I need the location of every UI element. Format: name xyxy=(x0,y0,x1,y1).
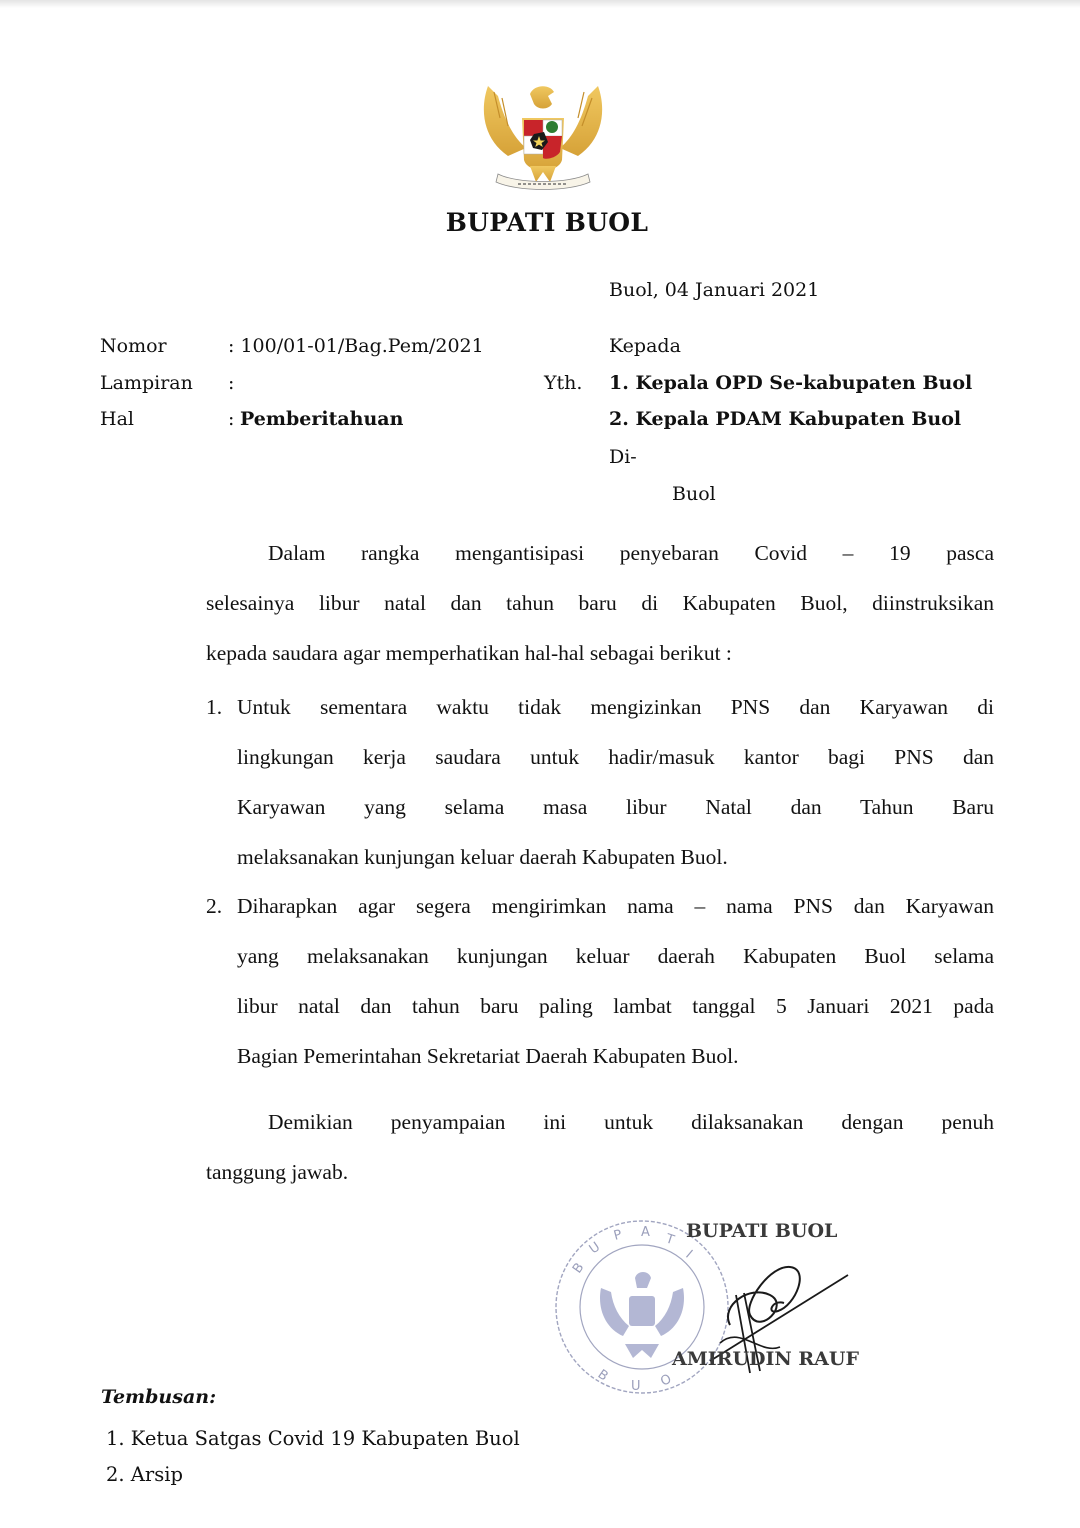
point-line: libur natal dan tahun baru paling lambat tanggal 5 Januari 2021 pada xyxy=(237,994,994,1018)
point-number: 1. xyxy=(206,695,223,719)
recipient-item: 1. Kepala OPD Se-kabupaten Buol xyxy=(609,372,973,394)
nomor-value: : 100/01-01/Bag.Pem/2021 xyxy=(228,335,484,357)
letter-date: Buol, 04 Januari 2021 xyxy=(609,279,820,301)
intro-line: Dalam rangka mengantisipasi penyebaran Covid – 19 pasca xyxy=(268,541,994,565)
svg-text:B: B xyxy=(569,1260,588,1277)
lampiran-value: : xyxy=(228,372,235,394)
point-line: Diharapkan agar segera mengirimkan nama – nama PNS dan Karyawan xyxy=(237,894,994,918)
point-line: yang melaksanakan kunjungan keluar daerah Kabupaten Buol selama xyxy=(237,944,994,968)
tembusan-title: Tembusan: xyxy=(101,1386,217,1408)
point-line: melaksanakan kunjungan keluar daerah Kabupaten Buol. xyxy=(237,845,728,869)
hal-label: Hal xyxy=(100,408,134,430)
lampiran-label: Lampiran xyxy=(100,372,193,394)
point-number: 2. xyxy=(206,894,223,918)
di-label: Di- xyxy=(609,446,637,468)
svg-text:O: O xyxy=(658,1371,674,1390)
recipient-place: Buol xyxy=(672,483,716,505)
page-top-shadow xyxy=(0,0,1080,8)
closing-line: Demikian penyampaian ini untuk dilaksanakan dengan penuh xyxy=(268,1110,994,1134)
point-line: Karyawan yang selama masa libur Natal dan Tahun Baru xyxy=(237,795,994,819)
intro-line: selesainya libur natal dan tahun baru di Kabupaten Buol, diinstruksikan xyxy=(206,591,994,615)
svg-text:U: U xyxy=(586,1239,604,1258)
svg-text:T: T xyxy=(663,1231,676,1249)
hal-value: Pemberitahuan xyxy=(240,408,404,430)
tembusan-item: 1. Ketua Satgas Covid 19 Kabupaten Buol xyxy=(106,1427,520,1450)
recipient-item: 2. Kepala PDAM Kabupaten Buol xyxy=(609,408,962,430)
svg-text:B: B xyxy=(594,1366,611,1385)
closing-paragraph xyxy=(206,1097,994,1197)
closing-line: tanggung jawab. xyxy=(206,1160,349,1184)
yth-label: Yth. xyxy=(544,372,583,394)
intro-paragraph xyxy=(206,528,994,678)
intro-line: kepada saudara agar memperhatikan hal-hal sebagai berikut : xyxy=(206,641,732,665)
tembusan-item: 2. Arsip xyxy=(106,1463,183,1486)
svg-text:P: P xyxy=(612,1227,624,1244)
point-line: Untuk sementara waktu tidak mengizinkan PNS dan Karyawan di xyxy=(237,695,994,719)
svg-text:I: I xyxy=(682,1247,696,1262)
kepada-label: Kepada xyxy=(609,335,681,357)
hal-colon: : xyxy=(228,408,235,430)
nomor-label: Nomor xyxy=(100,335,167,357)
svg-text:U: U xyxy=(631,1379,641,1394)
point-line: Bagian Pemerintahan Sekretariat Daerah Kabupaten Buol. xyxy=(237,1044,739,1068)
signatory-name: AMIRUDIN RAUF xyxy=(672,1348,859,1370)
letterhead-title: BUPATI BUOL xyxy=(445,208,649,237)
svg-text:A: A xyxy=(641,1225,650,1240)
signatory-title: BUPATI BUOL xyxy=(686,1220,838,1242)
point-line: lingkungan kerja saudara untuk hadir/masuk kantor bagi PNS dan xyxy=(237,745,994,769)
garuda-emblem-icon xyxy=(478,78,608,200)
